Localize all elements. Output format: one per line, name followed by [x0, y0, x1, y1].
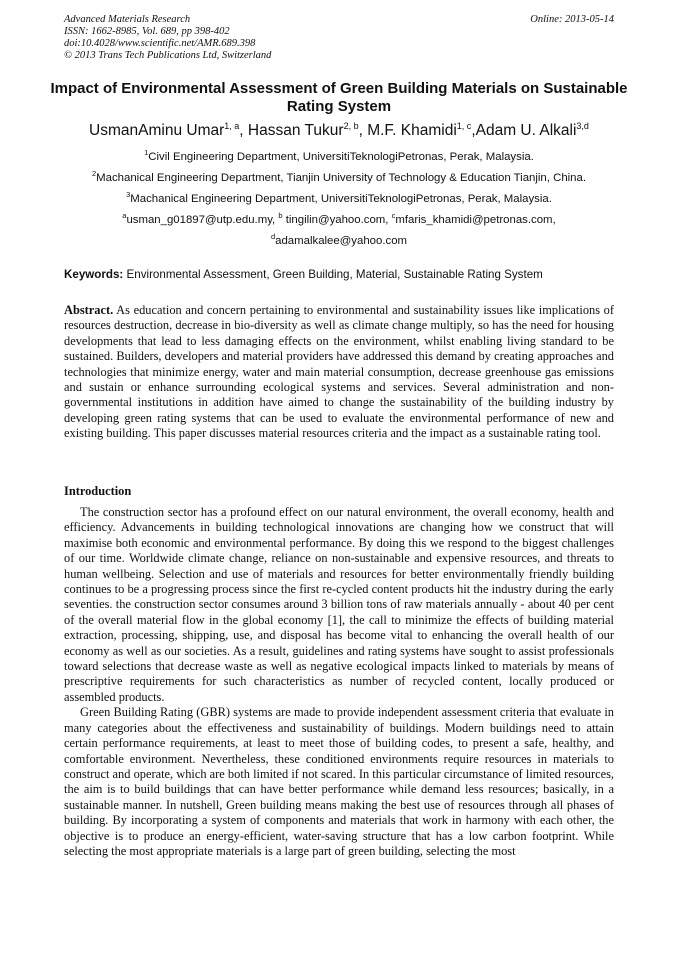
paragraph: The construction sector has a profound effect on our natural environment, the overall economy, health and efficiency. Advancements in building technological innovations are changing how we construct that will maximise both economic and environmental performance. By doing this we respond to the biggest challenges of our time. Worldwide climate change, reliance on non-sustainable and expensive resources, and threats to human wellbeing. Selection and use of materials and resources for better environmentally friendly building continues to be a progressing process since the first re-cycled content products hit the industry during the early seventies. the construction sector consumes around 3 billion tons of raw materials annually - about 40 per cent of the overall material flow in the global economy [1], the call to minimize the effects of building material extraction, processing, shipping, use, and disposal has become vital to enhancing the overall health of our economy as well as our societies. As a result, guidelines and rating systems have sought to assist professionals toward selections that decrease waste as well as negative ecological impacts linked to materials by means of prescriptive requirements for such characteristics as number of recycled content, locally produced or assembled products. [64, 505, 614, 704]
introduction-body [64, 505, 614, 859]
doi-line: doi:10.4028/www.scientific.net/AMR.689.398 [64, 38, 256, 49]
author-name: M.F. Khamidi [367, 122, 457, 139]
keywords-label: Keywords: [64, 268, 124, 281]
paragraph: Green Building Rating (GBR) systems are made to provide independent assessment criteria that evaluate in many categories about the effectiveness and sustainability of buildings. Modern buildings need to attain certain performance requirements, at least to meet those of building codes, to present a safe, healthy, and comfortable environment. Nevertheless, these conditioned environments require resources in materials to construct and operate, which are both limited if not scared. In this particular circumstance of limited resources, the aim is to build buildings that can have better performance while demand less resources; basically, in a sustainable manner. In nutshell, Green building means making the best use of resources through all phases of building. By incorporating a system of components and materials that work in harmony with each other, the objective is to produce an energy-efficient, water-saving structure that has a low carbon footprint. While selecting the most appropriate materials is a large part of green building, selecting the most [64, 705, 614, 858]
author-affiliation-mark: 2, b [343, 120, 359, 131]
journal-header [64, 14, 271, 62]
author-affiliation-mark: 3,d [576, 120, 589, 131]
author-separator: , [471, 122, 476, 139]
affiliation-2 [20, 171, 658, 185]
author-affiliation-mark: 1, c [456, 120, 472, 131]
issn-line: ISSN: 1662-8985, Vol. 689, pp 398-402 [64, 26, 230, 37]
affiliation-text: Machanical Engineering Department, UniversitiTeknologiPetronas, Perak, Malaysia. [130, 193, 552, 205]
journal-name: Advanced Materials Research [64, 14, 191, 25]
email-mark: d [270, 232, 276, 242]
email-address: mfaris_khamidi@petronas.com, [395, 214, 556, 226]
author-list [20, 121, 658, 141]
affiliation-mark: 2 [91, 169, 97, 179]
affiliation-1 [20, 150, 658, 164]
author-name: UsmanAminu Umar [89, 122, 225, 139]
affiliation-text: Machanical Engineering Department, Tianjin University of Technology & Education Tianjin, China. [96, 172, 587, 184]
copyright-line: © 2013 Trans Tech Publications Ltd, Switzerland [64, 50, 272, 61]
email-line-2 [20, 234, 658, 248]
section-heading-introduction: Introduction [64, 484, 132, 498]
email-line [20, 213, 658, 227]
abstract-label: Abstract. [64, 303, 114, 317]
author-name: Adam U. Alkali [475, 122, 577, 139]
author-separator: , [358, 122, 368, 139]
author-name: Hassan Tukur [247, 122, 344, 139]
online-date: Online: 2013-05-14 [530, 14, 614, 25]
email-mark: b [278, 211, 283, 221]
affiliation-text: Civil Engineering Department, UniversitiTeknologiPetronas, Perak, Malaysia. [148, 151, 534, 163]
paper-title: Impact of Environmental Assessment of Green Building Materials on Sustainable Rating System [50, 80, 628, 115]
affiliation-3 [20, 192, 658, 206]
email-address: adamalkalee@yahoo.com [275, 235, 408, 247]
email-address: usman_g01897@utp.edu.my, [126, 214, 279, 226]
abstract-text: As education and concern pertaining to environmental and sustainability issues like implications of resources destruction, decrease in bio-diversity as well as climate change multiply, so has the need for housing developments that lead to less damaging effects on the environment, whilst enabling living standard to be sustained. Builders, developers and material providers have addressed this demand by creating approaches and technologies that minimize energy, water and main material consumption, decrease greenhouse gas emissions and sustain or enhance surrounding ecological systems and services. Several administration and non-governmental institutions in addition have aimed to change the sustainability of the building industry by developing green rating systems that can be used to evaluate the environmental performance of new and existing building. This paper discusses material resources criteria and the impact as a sustainable rating tool. [64, 303, 614, 441]
affiliation-mark: 1 [144, 148, 149, 158]
author-affiliation-mark: 1, a [224, 120, 240, 131]
email-address: tingilin@yahoo.com, [282, 214, 392, 226]
keywords-text: Environmental Assessment, Green Building, Material, Sustainable Rating System [126, 268, 543, 281]
email-mark: c [391, 211, 396, 221]
email-mark: a [122, 211, 127, 221]
author-separator: , [239, 122, 248, 139]
affiliation-mark: 3 [126, 190, 131, 200]
abstract [64, 303, 614, 442]
keywords [64, 268, 624, 282]
